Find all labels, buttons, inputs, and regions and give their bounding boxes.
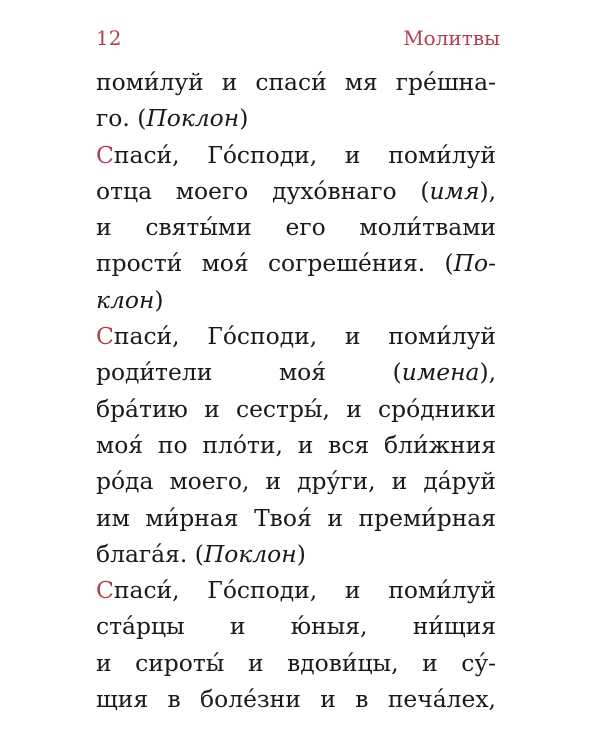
line-8-text: паси́, Го́споди, и поми́луй [113, 322, 496, 351]
text-line-13 [96, 500, 496, 536]
red-initial: С [96, 322, 114, 351]
text-line-15 [96, 572, 496, 608]
text-line-14 [96, 536, 496, 572]
text-line-17 [96, 645, 496, 681]
line-15-text: паси́, Го́споди, и поми́луй [113, 576, 496, 605]
text-line-7 [96, 282, 496, 318]
line-7-close: ) [154, 285, 164, 314]
bow-rubric-part-2: клон [96, 285, 155, 314]
text-line-11 [96, 427, 496, 463]
prayer-text [96, 64, 496, 717]
text-line-16 [96, 608, 496, 644]
bow-rubric: Поклон [203, 539, 297, 568]
text-line-6 [96, 245, 496, 281]
names-rubric: имена [401, 358, 480, 387]
text-line-5 [96, 209, 496, 245]
line-9-text: роди́тели моя́ ( [96, 358, 402, 387]
line-13-text: им ми́рная Твоя́ и преми́рная [96, 503, 496, 532]
line-4-text: отца моего духо́внаго ( [96, 176, 430, 205]
red-initial: С [96, 140, 114, 169]
line-16-text: ста́рцы и ю́ныя, ни́щия [96, 612, 496, 641]
line-14-close: ) [296, 539, 306, 568]
line-5-text: и святы́ми его моли́твами [96, 213, 496, 242]
line-3-text: паси́, Го́споди, и поми́луй [113, 140, 496, 169]
line-1-text: поми́луй и спаси́ мя гре́шна- [96, 68, 496, 96]
text-line-4 [96, 173, 496, 209]
running-title: Молитвы [403, 26, 500, 50]
line-11-text: моя́ по пло́ти, и вся бли́жния [96, 430, 496, 459]
text-line-10 [96, 391, 496, 427]
text-line-3 [96, 137, 496, 173]
bow-rubric: Поклон [146, 104, 240, 133]
name-rubric: имя [429, 176, 480, 205]
line-4-close: ), [479, 176, 496, 205]
text-line-1 [96, 64, 496, 100]
line-10-text: бра́тию и сестры́, и сро́дники [96, 394, 496, 423]
line-9-close: ), [479, 358, 496, 387]
red-initial: С [96, 576, 114, 605]
line-2-close: ) [239, 104, 249, 133]
line-17-text: и сироты́ и вдови́цы, и су́- [96, 648, 496, 677]
bow-rubric-part-1: По- [453, 249, 496, 278]
text-line-12 [96, 463, 496, 499]
text-line-8 [96, 318, 496, 354]
line-14-text: блага́я. ( [96, 539, 204, 568]
page-header [96, 26, 500, 56]
text-line-9 [96, 354, 496, 390]
line-2-text: го. ( [96, 104, 147, 133]
text-line-18 [96, 681, 496, 717]
page-number: 12 [96, 26, 122, 50]
line-18-text: щия в боле́зни и в печа́лех, [96, 685, 496, 714]
line-6-text: прости́ моя́ согреше́ния. ( [96, 249, 454, 278]
text-line-2 [96, 100, 496, 136]
line-12-text: ро́да моего, и дру́ги, и да́руй [96, 467, 496, 496]
